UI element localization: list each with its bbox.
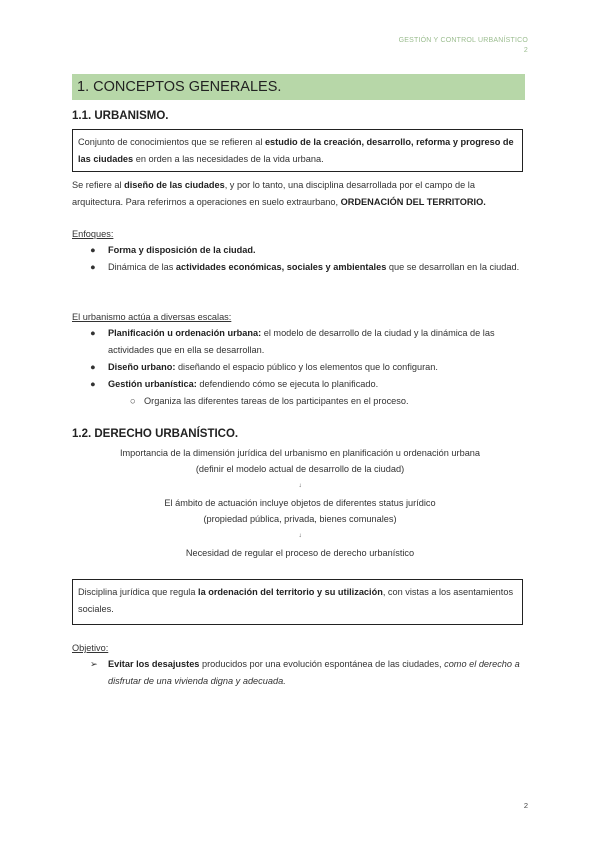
footer-page-number: 2 [523,801,528,810]
escala-bold: Diseño urbano: [108,362,176,372]
arrow-bullet-icon: ➢ [90,659,98,669]
urbanismo-definition-box [72,129,523,172]
list-item [72,656,528,690]
page-header [399,36,528,56]
sub-escala-text: Organiza las diferentes tareas de los participantes en el proceso. [144,396,409,406]
header-title: GESTIÓN Y CONTROL URBANÍSTICO [398,37,528,44]
escalas-list [72,325,528,393]
arrow-down-icon: ↓ [298,533,302,539]
objetivo-italic: como el derecho a disfrutar de una vivienda digna y adecuada. [108,659,520,686]
enfoque-bold: Forma y disposición de la ciudad. [108,245,256,255]
definition-bold: la ordenación del territorio y su utilización [198,587,383,597]
definition-bold: estudio de la creación, desarrollo, reforma y progreso de las ciudades [78,137,514,164]
objetivo-label: Objetivo: [72,643,109,653]
escalas-sublist [72,393,528,410]
urbanismo-paragraph [72,177,528,211]
circle-bullet-icon: ○ [130,396,136,406]
escalas-label: El urbanismo actúa a diversas escalas: [72,312,232,322]
flow-line: (definir el modelo actual de desarrollo de la ciudad) [195,464,405,474]
heading-urbanismo: 1.1. URBANISMO. [72,110,169,122]
enfoque-bold: actividades económicas, sociales y ambientales [175,262,387,272]
enfoques-list [72,242,528,276]
objetivo-bold: Evitar los desajustes [108,659,200,669]
list-item [72,393,528,410]
list-item [72,359,528,376]
arrow-down-icon: ↓ [298,483,302,489]
objetivo-list [72,656,528,690]
bullet-icon: ● [90,328,96,338]
derecho-definition-box [72,579,523,625]
definition-text-end: , con vistas a los asentamientos sociales. [78,587,514,614]
objetivo-text: producidos por una evolución espontánea de las ciudades, [199,659,445,669]
enfoque-text-end: que se desarrollan en la ciudad. [386,262,520,272]
bullet-icon: ● [90,362,96,372]
list-item [72,242,528,259]
section-title-bar [72,74,525,100]
bullet-icon: ● [90,262,96,272]
definition-text-end: en orden a las necesidades de la vida urbana. [133,154,324,164]
escala-text: el modelo de desarrollo de la ciudad y la dinámica de las actividades que en ella se desarrollan. [108,328,495,355]
paragraph-bold-2: ORDENACIÓN DEL TERRITORIO. [340,197,486,207]
flow-line: Importancia de la dimensión jurídica del urbanismo en planificación u ordenación urbana [119,448,481,458]
escala-bold: Planificación u ordenación urbana: [108,328,262,338]
enfoque-text: Dinámica de las [108,262,176,272]
escala-bold: Gestión urbanística: [108,379,197,389]
definition-text: Conjunto de conocimientos que se refieren al [78,137,265,147]
bullet-icon: ● [90,379,96,389]
escala-text: defendiendo cómo se ejecuta lo planificado. [196,379,379,389]
derecho-flow [72,445,528,561]
definition-text: Disciplina jurídica que regula [78,587,199,597]
list-item [72,325,528,359]
enfoques-label: Enfoques: [72,229,114,239]
paragraph-text: Se refiere al [72,180,125,190]
paragraph-bold: diseño de las ciudades [124,180,225,190]
flow-line: Necesidad de regular el proceso de derecho urbanístico [185,548,415,558]
heading-derecho: 1.2. DERECHO URBANÍSTICO. [72,428,239,440]
paragraph-text-2: , y por lo tanto, una disciplina desarrollada por el campo de la arquitectura. Para referirnos a operaciones en suelo extraurbano, [72,180,475,207]
escala-text: diseñando el espacio público y los elementos que lo configuran. [175,362,438,372]
header-page-number: 2 [523,47,528,54]
flow-line: El ámbito de actuación incluye objetos de diferentes status jurídico [164,498,436,508]
list-item [72,376,528,393]
list-item [72,259,528,276]
bullet-icon: ● [90,245,96,255]
flow-line: (propiedad pública, privada, bienes comunales) [203,514,397,524]
section-title: 1. CONCEPTOS GENERALES. [77,79,282,95]
